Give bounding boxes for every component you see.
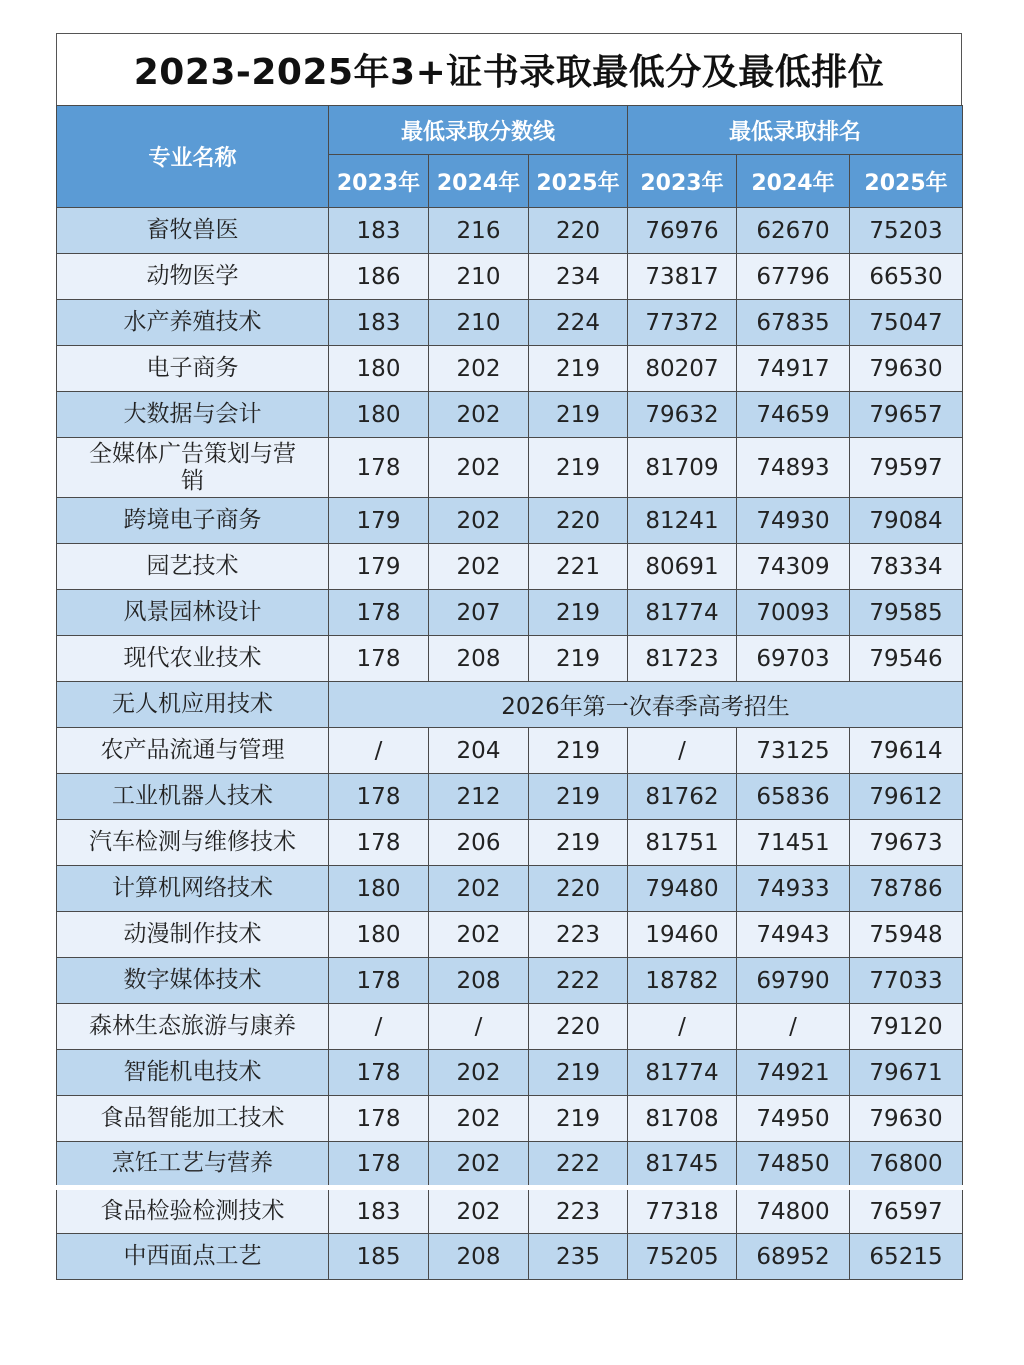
table-row	[57, 682, 963, 728]
rank-2024-cell: 74933	[737, 866, 850, 912]
rank-2023-cell: 81751	[628, 820, 737, 866]
rank-2023-cell: /	[628, 728, 737, 774]
score-2024-cell: 202	[429, 544, 529, 590]
score-2025-cell: 219	[529, 590, 628, 636]
score-2024-cell: 202	[429, 438, 529, 498]
score-2025-cell: 219	[529, 1050, 628, 1096]
rank-2023-cell: 81723	[628, 636, 737, 682]
score-2025-cell: 219	[529, 636, 628, 682]
table-row	[57, 728, 963, 774]
table-row	[57, 208, 963, 254]
score-2025-cell: 235	[529, 1234, 628, 1280]
rank-2023-cell: 80691	[628, 544, 737, 590]
score-2023-cell: 180	[329, 346, 429, 392]
rank-2024-cell: 71451	[737, 820, 850, 866]
table-row	[57, 498, 963, 544]
score-2023-cell: /	[329, 728, 429, 774]
score-2024-cell: 202	[429, 1188, 529, 1234]
header-min-score-group: 最低录取分数线	[329, 106, 628, 155]
rank-2023-cell: 80207	[628, 346, 737, 392]
score-2023-cell: 186	[329, 254, 429, 300]
rank-2024-cell: 74921	[737, 1050, 850, 1096]
table-row	[57, 544, 963, 590]
rank-2024-cell: 74893	[737, 438, 850, 498]
rank-2023-cell: 73817	[628, 254, 737, 300]
score-2024-cell: 202	[429, 392, 529, 438]
major-name-cell: 无人机应用技术	[57, 682, 329, 728]
rank-2025-cell: 66530	[850, 254, 963, 300]
rank-2025-cell: 76597	[850, 1188, 963, 1234]
rank-2024-cell: 62670	[737, 208, 850, 254]
table-row	[57, 1234, 963, 1280]
rank-2025-cell: 79612	[850, 774, 963, 820]
score-2025-cell: 222	[529, 1142, 628, 1188]
table-row	[57, 438, 963, 498]
score-2024-cell: 202	[429, 498, 529, 544]
score-2025-cell: 221	[529, 544, 628, 590]
table-row	[57, 866, 963, 912]
score-2025-cell: 234	[529, 254, 628, 300]
score-2025-cell: 220	[529, 866, 628, 912]
rank-2023-cell: 81774	[628, 590, 737, 636]
table-row	[57, 590, 963, 636]
rank-2025-cell: 78334	[850, 544, 963, 590]
score-2023-cell: 178	[329, 774, 429, 820]
rank-2024-cell: 74917	[737, 346, 850, 392]
table-row	[57, 300, 963, 346]
rank-2025-cell: 75948	[850, 912, 963, 958]
score-2023-cell: 179	[329, 544, 429, 590]
rank-2023-cell: 81709	[628, 438, 737, 498]
major-name-cell: 食品智能加工技术	[57, 1096, 329, 1142]
rank-2025-cell: 77033	[850, 958, 963, 1004]
score-2024-cell: 202	[429, 346, 529, 392]
rank-2023-cell: 75205	[628, 1234, 737, 1280]
score-2024-cell: /	[429, 1004, 529, 1050]
score-2025-cell: 219	[529, 820, 628, 866]
score-2025-cell: 220	[529, 1004, 628, 1050]
header-major-name: 专业名称	[57, 106, 329, 208]
rank-2025-cell: 79546	[850, 636, 963, 682]
score-2025-cell: 219	[529, 346, 628, 392]
score-2025-cell: 219	[529, 438, 628, 498]
header-score-year: 2025年	[529, 155, 628, 208]
major-name-cell: 森林生态旅游与康养	[57, 1004, 329, 1050]
rank-2025-cell: 79630	[850, 346, 963, 392]
score-2024-cell: 208	[429, 1234, 529, 1280]
major-name-cell: 风景园林设计	[57, 590, 329, 636]
major-name-cell: 中西面点工艺	[57, 1234, 329, 1280]
rank-2024-cell: 74659	[737, 392, 850, 438]
rank-2023-cell: 81708	[628, 1096, 737, 1142]
table-row	[57, 1050, 963, 1096]
rank-2025-cell: 79673	[850, 820, 963, 866]
score-2024-cell: 208	[429, 636, 529, 682]
table-body	[57, 208, 963, 1280]
rank-2023-cell: 18782	[628, 958, 737, 1004]
table-row	[57, 820, 963, 866]
score-2023-cell: 180	[329, 912, 429, 958]
major-name-cell: 电子商务	[57, 346, 329, 392]
score-2023-cell: 178	[329, 1050, 429, 1096]
rank-2024-cell: 65836	[737, 774, 850, 820]
header-score-year: 2023年	[329, 155, 429, 208]
rank-2024-cell: 74950	[737, 1096, 850, 1142]
rank-2025-cell: 65215	[850, 1234, 963, 1280]
table-row	[57, 1188, 963, 1234]
rank-2023-cell: 79632	[628, 392, 737, 438]
rank-2023-cell: 79480	[628, 866, 737, 912]
major-name-cell: 跨境电子商务	[57, 498, 329, 544]
rank-2025-cell: 75203	[850, 208, 963, 254]
score-2025-cell: 224	[529, 300, 628, 346]
admission-score-sheet	[56, 33, 962, 1280]
table-row	[57, 1142, 963, 1188]
major-name-cell: 全媒体广告策划与营销	[57, 438, 329, 498]
header-rank-year: 2023年	[628, 155, 737, 208]
rank-2024-cell: 70093	[737, 590, 850, 636]
enrollment-note-cell: 2026年第一次春季高考招生	[329, 682, 963, 728]
rank-2023-cell: 19460	[628, 912, 737, 958]
score-2024-cell: 202	[429, 912, 529, 958]
table-row	[57, 1004, 963, 1050]
score-2024-cell: 216	[429, 208, 529, 254]
score-2025-cell: 223	[529, 912, 628, 958]
score-2023-cell: 178	[329, 958, 429, 1004]
score-2025-cell: 220	[529, 498, 628, 544]
score-2024-cell: 202	[429, 1050, 529, 1096]
major-name-cell: 动物医学	[57, 254, 329, 300]
rank-2024-cell: 74309	[737, 544, 850, 590]
rank-2024-cell: 68952	[737, 1234, 850, 1280]
score-2025-cell: 220	[529, 208, 628, 254]
major-name-cell: 数字媒体技术	[57, 958, 329, 1004]
table-row	[57, 912, 963, 958]
rank-2025-cell: 76800	[850, 1142, 963, 1188]
score-2023-cell: 178	[329, 636, 429, 682]
major-name-cell: 农产品流通与管理	[57, 728, 329, 774]
score-2023-cell: 179	[329, 498, 429, 544]
score-2024-cell: 210	[429, 254, 529, 300]
score-2023-cell: 185	[329, 1234, 429, 1280]
header-score-year: 2024年	[429, 155, 529, 208]
table-row	[57, 392, 963, 438]
admission-table	[56, 105, 963, 1280]
score-2024-cell: 208	[429, 958, 529, 1004]
table-row	[57, 254, 963, 300]
rank-2024-cell: 69790	[737, 958, 850, 1004]
rank-2025-cell: 79120	[850, 1004, 963, 1050]
score-2024-cell: 212	[429, 774, 529, 820]
score-2023-cell: 178	[329, 820, 429, 866]
page-title: 2023-2025年3+证书录取最低分及最低排位	[56, 33, 962, 105]
score-2023-cell: 183	[329, 300, 429, 346]
table-row	[57, 1096, 963, 1142]
table-row	[57, 774, 963, 820]
header-min-rank-group: 最低录取排名	[628, 106, 963, 155]
rank-2025-cell: 79084	[850, 498, 963, 544]
header-rank-year: 2025年	[850, 155, 963, 208]
rank-2025-cell: 79585	[850, 590, 963, 636]
score-2025-cell: 222	[529, 958, 628, 1004]
score-2024-cell: 202	[429, 1142, 529, 1188]
score-2024-cell: 210	[429, 300, 529, 346]
rank-2023-cell: 81241	[628, 498, 737, 544]
rank-2025-cell: 75047	[850, 300, 963, 346]
score-2024-cell: 207	[429, 590, 529, 636]
rank-2024-cell: 74850	[737, 1142, 850, 1188]
rank-2024-cell: /	[737, 1004, 850, 1050]
score-2023-cell: 183	[329, 208, 429, 254]
rank-2023-cell: 81762	[628, 774, 737, 820]
score-2023-cell: 178	[329, 1096, 429, 1142]
table-row	[57, 346, 963, 392]
rank-2023-cell: 76976	[628, 208, 737, 254]
major-name-cell: 计算机网络技术	[57, 866, 329, 912]
score-2024-cell: 202	[429, 866, 529, 912]
rank-2023-cell: /	[628, 1004, 737, 1050]
major-name-cell: 汽车检测与维修技术	[57, 820, 329, 866]
major-name-cell: 畜牧兽医	[57, 208, 329, 254]
header-rank-year: 2024年	[737, 155, 850, 208]
score-2023-cell: 183	[329, 1188, 429, 1234]
major-name-cell: 智能机电技术	[57, 1050, 329, 1096]
score-2024-cell: 204	[429, 728, 529, 774]
score-2025-cell: 219	[529, 392, 628, 438]
score-2025-cell: 219	[529, 728, 628, 774]
rank-2024-cell: 74943	[737, 912, 850, 958]
rank-2025-cell: 78786	[850, 866, 963, 912]
score-2025-cell: 219	[529, 774, 628, 820]
score-2024-cell: 202	[429, 1096, 529, 1142]
score-2023-cell: 180	[329, 866, 429, 912]
rank-2024-cell: 74930	[737, 498, 850, 544]
score-2023-cell: /	[329, 1004, 429, 1050]
major-name-cell: 现代农业技术	[57, 636, 329, 682]
score-2023-cell: 178	[329, 590, 429, 636]
rank-2025-cell: 79614	[850, 728, 963, 774]
table-row	[57, 958, 963, 1004]
score-2025-cell: 223	[529, 1188, 628, 1234]
table-row	[57, 636, 963, 682]
rank-2025-cell: 79630	[850, 1096, 963, 1142]
major-name-cell: 园艺技术	[57, 544, 329, 590]
major-name-cell: 食品检验检测技术	[57, 1188, 329, 1234]
rank-2024-cell: 67835	[737, 300, 850, 346]
score-2024-cell: 206	[429, 820, 529, 866]
score-2023-cell: 180	[329, 392, 429, 438]
score-2023-cell: 178	[329, 438, 429, 498]
rank-2023-cell: 77318	[628, 1188, 737, 1234]
rank-2024-cell: 67796	[737, 254, 850, 300]
rank-2025-cell: 79597	[850, 438, 963, 498]
rank-2025-cell: 79657	[850, 392, 963, 438]
rank-2024-cell: 74800	[737, 1188, 850, 1234]
major-name-cell: 烹饪工艺与营养	[57, 1142, 329, 1188]
major-name-cell: 动漫制作技术	[57, 912, 329, 958]
rank-2023-cell: 77372	[628, 300, 737, 346]
rank-2025-cell: 79671	[850, 1050, 963, 1096]
score-2025-cell: 219	[529, 1096, 628, 1142]
major-name-cell: 工业机器人技术	[57, 774, 329, 820]
rank-2024-cell: 69703	[737, 636, 850, 682]
score-2023-cell: 178	[329, 1142, 429, 1188]
major-name-cell: 大数据与会计	[57, 392, 329, 438]
rank-2023-cell: 81774	[628, 1050, 737, 1096]
rank-2024-cell: 73125	[737, 728, 850, 774]
rank-2023-cell: 81745	[628, 1142, 737, 1188]
major-name-cell: 水产养殖技术	[57, 300, 329, 346]
